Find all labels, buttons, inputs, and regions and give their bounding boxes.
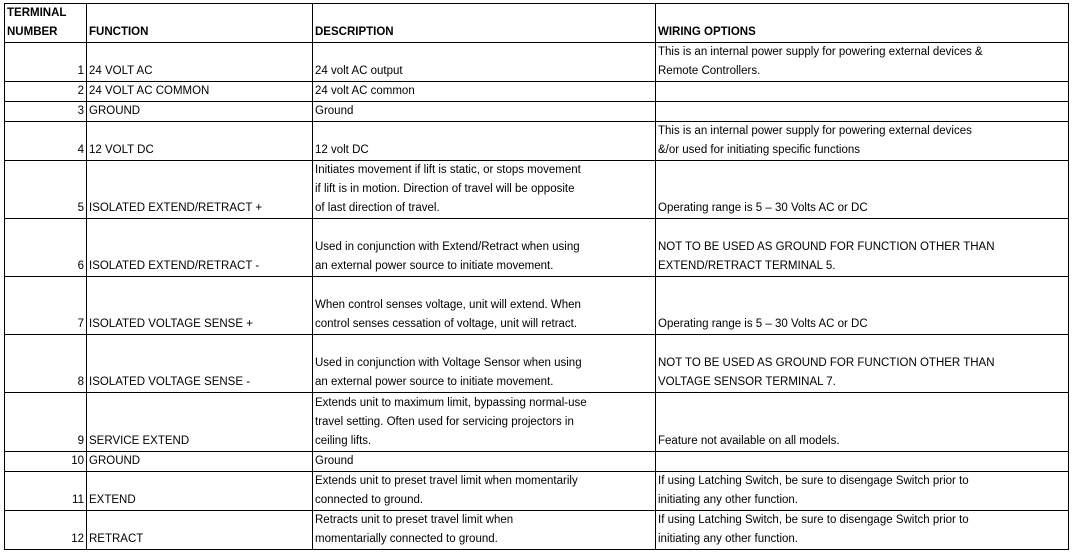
wiring-options-cell-line: This is an internal power supply for powering external devices &	[658, 46, 983, 58]
wiring-options-cell	[656, 43, 1069, 82]
terminal-number-cell: 11	[5, 472, 87, 511]
header-description: DESCRIPTION	[313, 4, 656, 43]
table-row	[5, 161, 1069, 219]
wiring-options-cell	[656, 122, 1069, 161]
wiring-options-cell-line: Remote Controllers.	[658, 65, 761, 77]
description-cell	[313, 219, 656, 277]
table-row	[5, 219, 1069, 277]
function-cell: GROUND	[87, 102, 313, 122]
terminal-number-cell: 3	[5, 102, 87, 122]
wiring-options-cell	[656, 161, 1069, 219]
function-cell: ISOLATED EXTEND/RETRACT +	[87, 161, 313, 219]
description-cell	[313, 122, 656, 161]
description-cell	[313, 277, 656, 335]
table-row	[5, 511, 1069, 550]
description-cell	[313, 102, 656, 122]
description-cell-line: Ground	[315, 455, 354, 467]
table-row	[5, 452, 1069, 472]
wiring-options-cell	[656, 219, 1069, 277]
wiring-options-cell-line: &/or used for initiating specific functions	[658, 144, 860, 156]
description-cell	[313, 393, 656, 452]
description-cell-line: 24 volt AC output	[315, 65, 403, 77]
terminal-number-cell: 8	[5, 335, 87, 393]
terminal-table	[4, 3, 1069, 550]
description-cell	[313, 161, 656, 219]
header-wiring-options: WIRING OPTIONS	[656, 4, 1069, 43]
wiring-options-cell-line: initiating any other function.	[658, 494, 799, 506]
header-row	[5, 4, 1069, 43]
description-cell-line: When control senses voltage, unit will extend. When	[315, 299, 581, 311]
function-cell: 12 VOLT DC	[87, 122, 313, 161]
description-cell-line: Retracts unit to preset travel limit when	[315, 514, 514, 526]
description-cell-line: an external power source to initiate movement.	[315, 376, 554, 388]
wiring-options-cell-line: initiating any other function.	[658, 533, 799, 545]
terminal-number-cell: 5	[5, 161, 87, 219]
wiring-options-cell	[656, 511, 1069, 550]
function-cell: EXTEND	[87, 472, 313, 511]
description-cell	[313, 82, 656, 102]
description-cell-line: momentarially connected to ground.	[315, 533, 498, 545]
table-row	[5, 335, 1069, 393]
description-cell-line: 24 volt AC common	[315, 85, 415, 97]
wiring-options-cell	[656, 102, 1069, 122]
table-row	[5, 102, 1069, 122]
terminal-number-cell: 6	[5, 219, 87, 277]
description-cell-line: 12 volt DC	[315, 144, 369, 156]
function-cell: 24 VOLT AC	[87, 43, 313, 82]
description-cell-line: Extends unit to maximum limit, bypassing normal-use	[315, 397, 587, 409]
header-function: FUNCTION	[87, 4, 313, 43]
description-cell-line: an external power source to initiate movement.	[315, 260, 554, 272]
terminal-number-cell: 4	[5, 122, 87, 161]
wiring-options-cell-line: Operating range is 5 – 30 Volts AC or DC	[658, 318, 868, 330]
wiring-options-cell	[656, 393, 1069, 452]
description-cell	[313, 335, 656, 393]
function-cell: ISOLATED VOLTAGE SENSE +	[87, 277, 313, 335]
wiring-options-cell	[656, 82, 1069, 102]
terminal-number-cell: 1	[5, 43, 87, 82]
description-cell	[313, 43, 656, 82]
table-row	[5, 122, 1069, 161]
wiring-options-cell	[656, 277, 1069, 335]
wiring-options-cell-line: This is an internal power supply for powering external devices	[658, 125, 972, 137]
function-cell: 24 VOLT AC COMMON	[87, 82, 313, 102]
function-cell: ISOLATED EXTEND/RETRACT -	[87, 219, 313, 277]
wiring-options-cell-line: Feature not available on all models.	[658, 435, 840, 447]
wiring-options-cell-line: Operating range is 5 – 30 Volts AC or DC	[658, 202, 868, 214]
header-terminal-line1: TERMINAL	[7, 7, 67, 19]
wiring-options-cell-line: If using Latching Switch, be sure to disengage Switch prior to	[658, 475, 969, 487]
description-cell	[313, 472, 656, 511]
wiring-options-cell	[656, 452, 1069, 472]
description-cell-line: Extends unit to preset travel limit when momentarily	[315, 475, 578, 487]
wiring-options-cell	[656, 335, 1069, 393]
table-row	[5, 277, 1069, 335]
wiring-options-cell-line: NOT TO BE USED AS GROUND FOR FUNCTION OTHER THAN	[658, 241, 995, 253]
function-cell: ISOLATED VOLTAGE SENSE -	[87, 335, 313, 393]
terminal-number-cell: 2	[5, 82, 87, 102]
description-cell	[313, 511, 656, 550]
description-cell-line: Ground	[315, 105, 354, 117]
terminal-number-cell: 12	[5, 511, 87, 550]
description-cell-line: control senses cessation of voltage, unit will retract.	[315, 318, 578, 330]
description-cell-line: travel setting. Often used for servicing projectors in	[315, 416, 574, 428]
wiring-options-cell-line: If using Latching Switch, be sure to disengage Switch prior to	[658, 514, 969, 526]
table-row	[5, 472, 1069, 511]
description-cell-line: if lift is in motion. Direction of travel will be opposite	[315, 183, 575, 195]
function-cell: GROUND	[87, 452, 313, 472]
header-terminal-line2: NUMBER	[7, 26, 58, 38]
header-terminal-number	[5, 4, 87, 43]
wiring-options-cell	[656, 472, 1069, 511]
function-cell: SERVICE EXTEND	[87, 393, 313, 452]
description-cell	[313, 452, 656, 472]
description-cell-line: Used in conjunction with Voltage Sensor when using	[315, 357, 582, 369]
description-cell-line: ceiling lifts.	[315, 435, 372, 447]
wiring-options-cell-line: NOT TO BE USED AS GROUND FOR FUNCTION OTHER THAN	[658, 357, 995, 369]
description-cell-line: Initiates movement if lift is static, or stops movement	[315, 164, 581, 176]
terminal-number-cell: 9	[5, 393, 87, 452]
wiring-options-cell-line: EXTEND/RETRACT TERMINAL 5.	[658, 260, 836, 272]
description-cell-line: Used in conjunction with Extend/Retract when using	[315, 241, 580, 253]
function-cell: RETRACT	[87, 511, 313, 550]
wiring-options-cell-line: VOLTAGE SENSOR TERMINAL 7.	[658, 376, 836, 388]
description-cell-line: connected to ground.	[315, 494, 424, 506]
table-body	[5, 43, 1069, 550]
table-row	[5, 43, 1069, 82]
description-cell-line: of last direction of travel.	[315, 202, 440, 214]
table-row	[5, 82, 1069, 102]
terminal-number-cell: 10	[5, 452, 87, 472]
table-row	[5, 393, 1069, 452]
terminal-number-cell: 7	[5, 277, 87, 335]
